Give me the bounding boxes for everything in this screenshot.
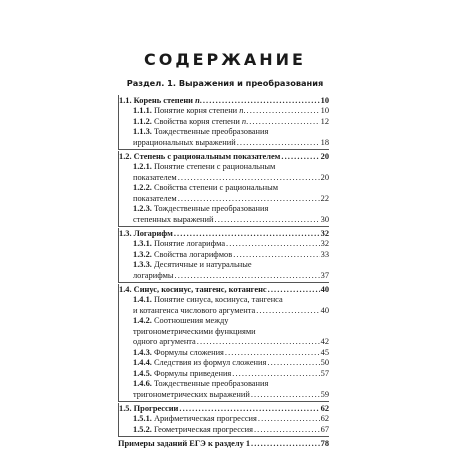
page-number: 32 <box>320 239 329 248</box>
dot-leader <box>254 425 320 436</box>
item-title: Соотношения между <box>153 316 229 325</box>
toc-item-entry-label <box>133 239 225 250</box>
item-title-continued: одного аргумента <box>133 337 196 346</box>
dot-leader <box>197 337 320 348</box>
dot-leader <box>249 117 319 128</box>
item-title-tail: . <box>246 116 249 126</box>
page-number: 40 <box>320 284 329 294</box>
toc-item-entry-last-line-label <box>133 306 255 317</box>
dot-leader <box>178 194 320 205</box>
item-title: Свойства логарифмов <box>153 249 233 259</box>
toc-chapter-entry <box>119 404 329 415</box>
toc-item-entry-last-line-label <box>133 173 177 184</box>
chapter-number: 1.4. <box>119 284 132 294</box>
dot-leader <box>268 285 320 296</box>
toc-item-entry-middle-line: тригонометрическими функциями <box>133 326 256 336</box>
toc-item-entry <box>133 348 329 359</box>
toc-item-entry <box>133 250 329 261</box>
toc-chapter-block <box>118 151 329 227</box>
toc-item-entry-last-line-label <box>133 194 177 205</box>
toc-item-entry-label <box>133 414 257 425</box>
toc-item-entry <box>133 106 329 117</box>
dot-leader <box>175 271 320 282</box>
toc-item-entry-first-line <box>133 379 329 390</box>
item-title: Свойства корня степени <box>153 116 242 126</box>
toc-item-entry-last-line <box>133 173 329 184</box>
page-number: 12 <box>320 116 329 126</box>
item-title-continued: иррациональных выражений <box>133 137 236 147</box>
toc-chapter-entry <box>119 285 329 296</box>
toc-item-entry-last-line <box>133 337 329 348</box>
item-title-var: n <box>239 106 244 115</box>
chapter-number: 1.5. <box>119 403 132 413</box>
page-number: 33 <box>320 249 329 259</box>
toc-item-entry-label <box>133 348 224 359</box>
chapter-title: Логарифм <box>133 228 173 238</box>
page-number: 67 <box>320 424 329 434</box>
item-title: Понятие степени с рациональным <box>153 162 276 171</box>
toc-final-entry <box>118 439 329 450</box>
toc-item-entry-label <box>133 369 231 380</box>
item-title-continued: степенных выражений <box>133 214 214 224</box>
dot-leader <box>178 173 320 184</box>
toc-item-entry-first-line <box>133 295 329 306</box>
item-number: 1.4.2. <box>133 316 152 325</box>
dot-leader <box>251 390 320 401</box>
toc-chapter-entry-label <box>119 96 202 107</box>
item-title: Геометрическая прогрессия <box>153 424 253 434</box>
item-number: 1.4.1. <box>133 295 152 304</box>
page-title: СОДЕРЖАНИЕ <box>144 50 306 69</box>
table-of-contents <box>118 95 329 450</box>
dot-leader <box>256 306 319 317</box>
final-title: Примеры заданий ЕГЭ к разделу 1 <box>118 439 251 448</box>
toc-item-entry-last-line <box>133 194 329 205</box>
page-number: 10 <box>320 106 329 115</box>
toc-item-entry-label <box>133 117 248 128</box>
page-number: 20 <box>320 172 329 182</box>
page-number: 78 <box>320 439 329 448</box>
chapter-title: Синус, косинус, тангенс, котангенс <box>133 284 267 294</box>
item-number: 1.4.4. <box>133 358 152 367</box>
dot-leader <box>179 404 319 415</box>
dot-leader <box>267 358 319 369</box>
toc-item-entry-first-line <box>133 260 329 271</box>
item-title: Тождественные преобразования <box>153 379 269 388</box>
dot-leader <box>281 152 319 163</box>
item-number: 1.2.3. <box>133 204 152 213</box>
toc-chapter-block <box>118 95 329 150</box>
toc-item-entry <box>133 239 329 250</box>
toc-chapter-block <box>118 228 329 283</box>
item-title: Понятие корня степени <box>153 106 240 115</box>
toc-item-entry-last-line <box>133 215 329 226</box>
toc-chapter-block <box>118 284 329 402</box>
item-title: Понятие логарифма <box>153 239 226 248</box>
page-number: 59 <box>320 389 329 399</box>
chapter-number: 1.1. <box>119 95 132 105</box>
toc-item-entry-last-line-label <box>133 271 174 282</box>
toc-item-entry-last-line <box>133 138 329 149</box>
item-number: 1.4.3. <box>133 347 152 357</box>
chapter-title-var: n <box>195 95 200 105</box>
item-number: 1.5.1. <box>133 414 152 423</box>
toc-item-entry-last-line-label <box>133 215 214 226</box>
toc-item-entry-label <box>133 106 246 117</box>
toc-item-entry <box>133 117 329 128</box>
item-title: Десятичные и натуральные <box>153 260 252 269</box>
page-number: 22 <box>320 193 329 203</box>
dot-leader <box>233 250 319 261</box>
item-title: Тождественные преобразования <box>153 204 269 213</box>
toc-item-entry <box>133 358 329 369</box>
item-title: Формулы приведения <box>153 368 232 378</box>
toc-chapter-entry-label <box>119 285 267 296</box>
toc-item-entry-last-line <box>133 390 329 401</box>
toc-chapter-block <box>118 403 329 437</box>
item-number: 1.3.3. <box>133 260 152 269</box>
dot-leader <box>251 439 320 450</box>
toc-item-entry-first-line <box>133 162 329 173</box>
item-number: 1.2.1. <box>133 162 152 171</box>
toc-chapter-entry-label <box>119 404 178 415</box>
dot-leader <box>203 96 320 107</box>
page-number: 32 <box>320 228 329 238</box>
item-title: Свойства степени с рациональным <box>153 183 279 192</box>
item-title: Тождественные преобразования <box>153 127 269 136</box>
page-number: 30 <box>320 214 329 224</box>
item-title: Понятие синуса, косинуса, тангенса <box>153 295 283 304</box>
toc-item-entry-last-line <box>133 271 329 282</box>
page-number: 62 <box>320 403 329 413</box>
chapter-number: 1.3. <box>119 228 132 238</box>
toc-chapter-entry <box>119 96 329 107</box>
chapter-title-tail: . <box>199 95 202 105</box>
toc-chapter-entry <box>119 152 329 163</box>
page-number: 57 <box>320 368 329 378</box>
page-number: 42 <box>320 337 329 346</box>
toc-item-entry-last-line <box>133 306 329 317</box>
chapter-title: Степень с рациональным показателем <box>133 151 281 161</box>
item-title-continued: показателем <box>133 172 177 182</box>
toc-item-entry-label <box>133 425 253 436</box>
chapter-title: Корень степени <box>133 95 196 105</box>
item-title-continued: показателем <box>133 193 177 203</box>
toc-item-entry-first-line <box>133 127 329 138</box>
dot-leader <box>225 348 320 359</box>
page-number: 45 <box>320 347 329 357</box>
toc-item-entry-first-line <box>133 316 329 327</box>
toc-item-entry <box>133 414 329 425</box>
item-number: 1.1.1. <box>133 106 152 115</box>
item-title-var: n <box>241 116 247 126</box>
item-number: 1.1.3. <box>133 127 152 136</box>
chapter-number: 1.2. <box>119 151 132 161</box>
item-title-continued: тригонометрических выражений <box>133 389 250 399</box>
toc-item-entry-last-line-label <box>133 138 236 149</box>
dot-leader <box>258 414 320 425</box>
item-number: 1.4.5. <box>133 368 152 378</box>
toc-chapter-entry-label <box>119 152 280 163</box>
page-number: 50 <box>320 358 329 367</box>
dot-leader <box>226 239 320 250</box>
toc-item-entry-first-line <box>133 204 329 215</box>
page-number: 20 <box>320 151 329 161</box>
item-number: 1.2.2. <box>133 183 152 192</box>
item-number: 1.4.6. <box>133 379 152 388</box>
toc-item-entry-label <box>133 358 266 369</box>
item-number: 1.3.1. <box>133 239 152 248</box>
item-number: 1.1.2. <box>133 116 152 126</box>
toc-item-entry-label <box>133 250 232 261</box>
toc-final-entry-label <box>118 439 250 450</box>
page-number: 62 <box>320 414 329 423</box>
item-title: Арифметическая прогрессия <box>153 414 257 423</box>
item-title: Следствия из формул сложения <box>153 358 267 367</box>
toc-item-entry-first-line <box>133 183 329 194</box>
item-title: Формулы сложения <box>153 347 224 357</box>
page-number: 37 <box>320 270 329 280</box>
dot-leader <box>174 229 320 240</box>
page-number: 10 <box>320 95 329 105</box>
page-number: 18 <box>320 137 329 147</box>
section-heading: Раздел. 1. Выражения и преобразования <box>126 78 324 88</box>
dot-leader <box>232 369 319 380</box>
toc-chapter-entry-label <box>119 229 173 240</box>
item-title-continued: и котангенса числового аргумента <box>133 305 256 315</box>
item-number: 1.5.2. <box>133 424 152 434</box>
toc-item-entry <box>133 425 329 436</box>
toc-item-entry-last-line-label <box>133 337 196 348</box>
toc-item-entry-last-line-label <box>133 390 250 401</box>
chapter-title: Прогрессии <box>133 403 179 413</box>
dot-leader <box>215 215 320 226</box>
page-number: 40 <box>320 305 329 315</box>
dot-leader <box>247 106 320 117</box>
item-title-continued: логарифмы <box>133 270 174 280</box>
item-number: 1.3.2. <box>133 249 152 259</box>
item-title-tail: . <box>243 106 246 115</box>
toc-chapter-entry <box>119 229 329 240</box>
toc-item-entry <box>133 369 329 380</box>
dot-leader <box>237 138 320 149</box>
